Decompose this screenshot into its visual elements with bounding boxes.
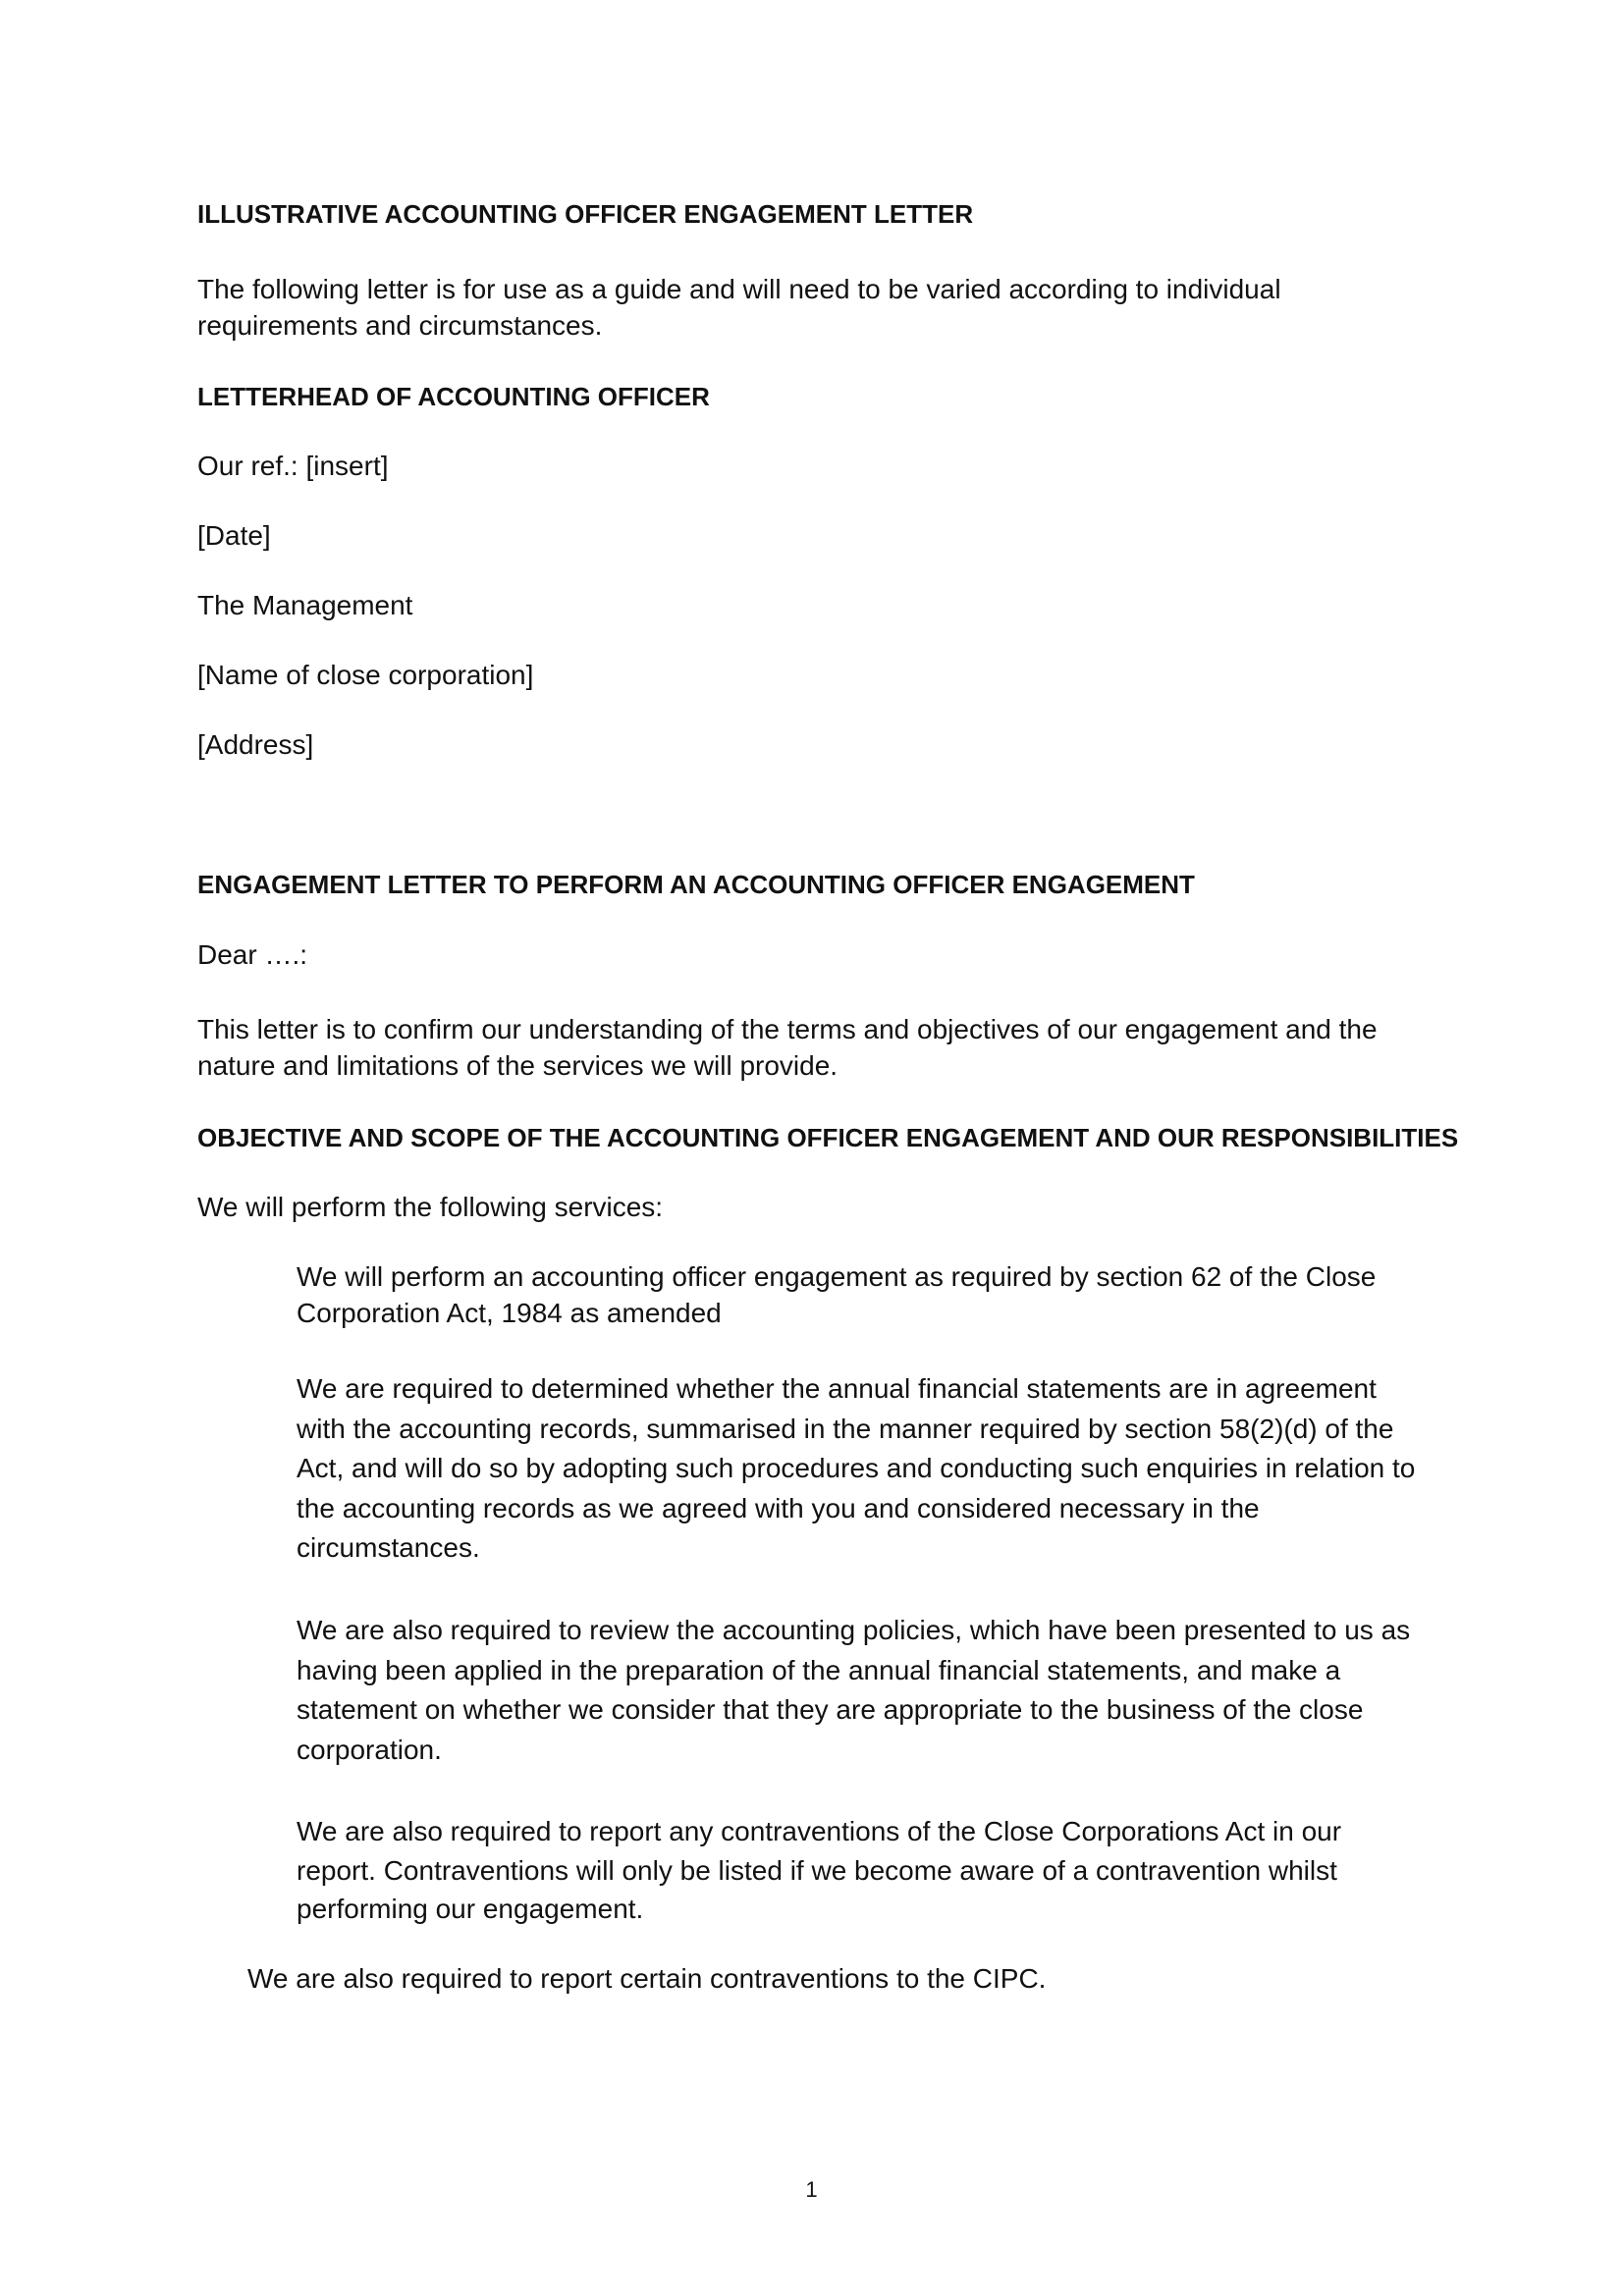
service-3-line: having been applied in the preparation of the annual financial statements, and make a xyxy=(297,1654,1341,1685)
our-reference: Our ref.: [insert] xyxy=(197,451,389,481)
corporation-name: [Name of close corporation] xyxy=(197,660,534,690)
objective-heading: OBJECTIVE AND SCOPE OF THE ACCOUNTING OFFICER ENGAGEMENT AND OUR RESPONSIBILITIES xyxy=(197,1123,1459,1152)
service-2-line: the accounting records as we agreed with you and considered necessary in the xyxy=(297,1492,1260,1523)
intro-line-2: requirements and circumstances. xyxy=(197,310,603,341)
salutation: Dear ….: xyxy=(197,939,308,970)
service-2-paragraph xyxy=(297,1369,1415,1569)
letter-date: [Date] xyxy=(197,520,271,551)
services-intro: We will perform the following services: xyxy=(197,1192,664,1222)
engagement-heading: ENGAGEMENT LETTER TO PERFORM AN ACCOUNTING OFFICER ENGAGEMENT xyxy=(197,870,1195,899)
service-1-line-1: We will perform an accounting officer engagement as required by section 62 of the Close xyxy=(297,1261,1377,1292)
service-2-line: circumstances. xyxy=(297,1532,480,1563)
service-4-line: performing our engagement. xyxy=(297,1894,644,1924)
document-title: ILLUSTRATIVE ACCOUNTING OFFICER ENGAGEMENT LETTER xyxy=(197,199,974,229)
intro-line-1: The following letter is for use as a guide and will need to be varied according to individual xyxy=(197,274,1281,304)
service-3-line: corporation. xyxy=(297,1734,442,1765)
service-2-line: Act, and will do so by adopting such procedures and conducting such enquiries in relation to xyxy=(297,1453,1416,1483)
service-3-line: statement on whether we consider that they are appropriate to the business of the close xyxy=(297,1694,1364,1725)
addressee: The Management xyxy=(197,590,413,620)
service-4-line: report. Contraventions will only be listed if we become aware of a contravention whilst xyxy=(297,1854,1337,1886)
service-3-line: We are also required to review the accounting policies, which have been presented to us as xyxy=(297,1615,1411,1645)
address: [Address] xyxy=(197,729,314,760)
service-4-paragraph xyxy=(297,1812,1341,1929)
service-3-paragraph xyxy=(297,1611,1410,1770)
service-4-line: We are also required to report any contraventions of the Close Corporations Act in our xyxy=(297,1816,1342,1846)
service-1-line-2: Corporation Act, 1984 as amended xyxy=(297,1298,722,1328)
cipc-statement: We are also required to report certain contraventions to the CIPC. xyxy=(247,1963,1047,1994)
confirm-line-2: nature and limitations of the services we will provide. xyxy=(197,1050,839,1081)
service-2-line: with the accounting records, summarised in the manner required by section 58(2)(d) of the xyxy=(297,1413,1394,1444)
page-number: 1 xyxy=(805,2177,818,2202)
service-2-line: We are required to determined whether the annual financial statements are in agreement xyxy=(297,1373,1377,1404)
letterhead-heading: LETTERHEAD OF ACCOUNTING OFFICER xyxy=(197,382,710,411)
confirm-line-1: This letter is to confirm our understanding of the terms and objectives of our engagement and the xyxy=(197,1014,1378,1044)
